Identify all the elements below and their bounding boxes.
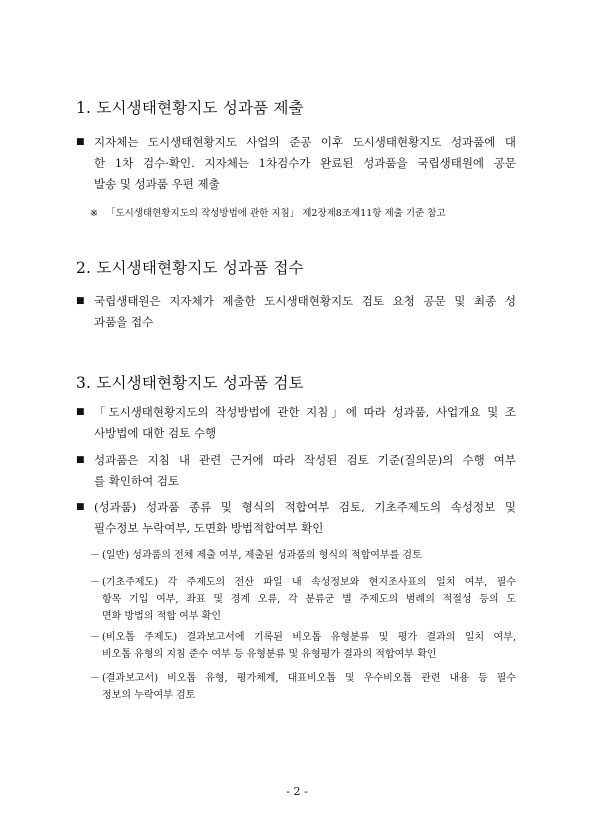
square-bullet-icon: ■ xyxy=(76,502,85,512)
text-line: 필수정보 누락여부, 도면화 방법적합여부 확인 xyxy=(94,521,324,535)
section-2-heading: 2. 도시생태현황지도 성과품 접수 xyxy=(76,259,304,277)
text-line: 성과품은 지침 내 관련 근거에 따라 작성된 검토 기준(질의문)의 수행 여부 xyxy=(94,453,516,467)
section-1-note xyxy=(90,205,446,219)
dash-bullet-icon: － xyxy=(90,550,100,561)
page-number: - 2 - xyxy=(286,785,308,798)
square-bullet-icon: ■ xyxy=(76,455,85,465)
reference-mark-icon: ※ xyxy=(90,208,98,219)
text-line: (비오톱 주제도) 결과보고서에 기록된 비오톱 유형분류 및 평가 결과의 일치 여부, xyxy=(102,632,516,643)
square-bullet-icon: ■ xyxy=(76,137,85,147)
text-line: 한 1차 검수·확인. 지자체는 1차검수가 완료된 성과품을 국립생태원에 공문 xyxy=(94,156,516,170)
text-line: 국립생태원은 지자체가 제출한 도시생태현황지도 검토 요청 공문 및 최종 성 xyxy=(94,294,516,308)
text-line: 정보의 누락여부 검토 xyxy=(102,690,196,701)
text-line: 사방법에 대한 검토 수행 xyxy=(94,426,217,440)
section-1-heading: 1. 도시생태현황지도 성과품 제출 xyxy=(76,99,304,117)
text-line: 비오톱 유형의 지침 준수 여부 등 유형분류 및 유형평가 결과의 적합여부 확인 xyxy=(102,649,437,660)
text-line: 항목 기입 여부, 좌표 및 경계 오류, 각 분류군 별 주제도의 범례의 적절성 등의 도 xyxy=(102,594,516,605)
text-line: 지자체는 도시생태현황지도 사업의 준공 이후 도시생태현황지도 성과품에 대 xyxy=(94,135,516,149)
text-line: (기초주제도) 각 주제도의 전산 파일 내 속성정보와 현지조사표의 일치 여부, 필수 xyxy=(102,577,516,588)
text-line: (결과보고서) 비오톱 유형, 평가체계, 대표비오톱 및 우수비오톱 관련 내용 등 필수 xyxy=(102,673,516,684)
dash-bullet-icon: － xyxy=(90,632,100,643)
text-line: 발송 및 성과품 우편 제출 xyxy=(94,177,220,191)
text-line: (일반) 성과품의 전체 제출 여부, 제출된 성과품의 형식의 적합여부를 검토 xyxy=(102,550,422,561)
text-line: 면화 방법의 적합 여부 확인 xyxy=(102,611,221,622)
square-bullet-icon: ■ xyxy=(76,296,85,306)
note-text: 「도시생태현황지도의 작성방법에 관한 지침」 제2장제8조제11항 제출 기준 참고 xyxy=(105,208,446,219)
square-bullet-icon: ■ xyxy=(76,407,85,417)
text-line: 과품을 접수 xyxy=(94,315,154,329)
dash-bullet-icon: － xyxy=(90,673,100,684)
dash-bullet-icon: － xyxy=(90,577,100,588)
text-line: (성과품) 성과품 종류 및 형식의 적합여부 검토, 기초주제도의 속성정보 및 xyxy=(94,500,516,514)
section-3-heading: 3. 도시생태현황지도 성과품 검토 xyxy=(76,374,304,392)
text-line: 「도시생태현황지도의 작성방법에 관한 지침」에 따라 성과품, 사업개요 및 조 xyxy=(94,405,516,419)
text-line: 를 확인하여 검토 xyxy=(94,474,180,488)
